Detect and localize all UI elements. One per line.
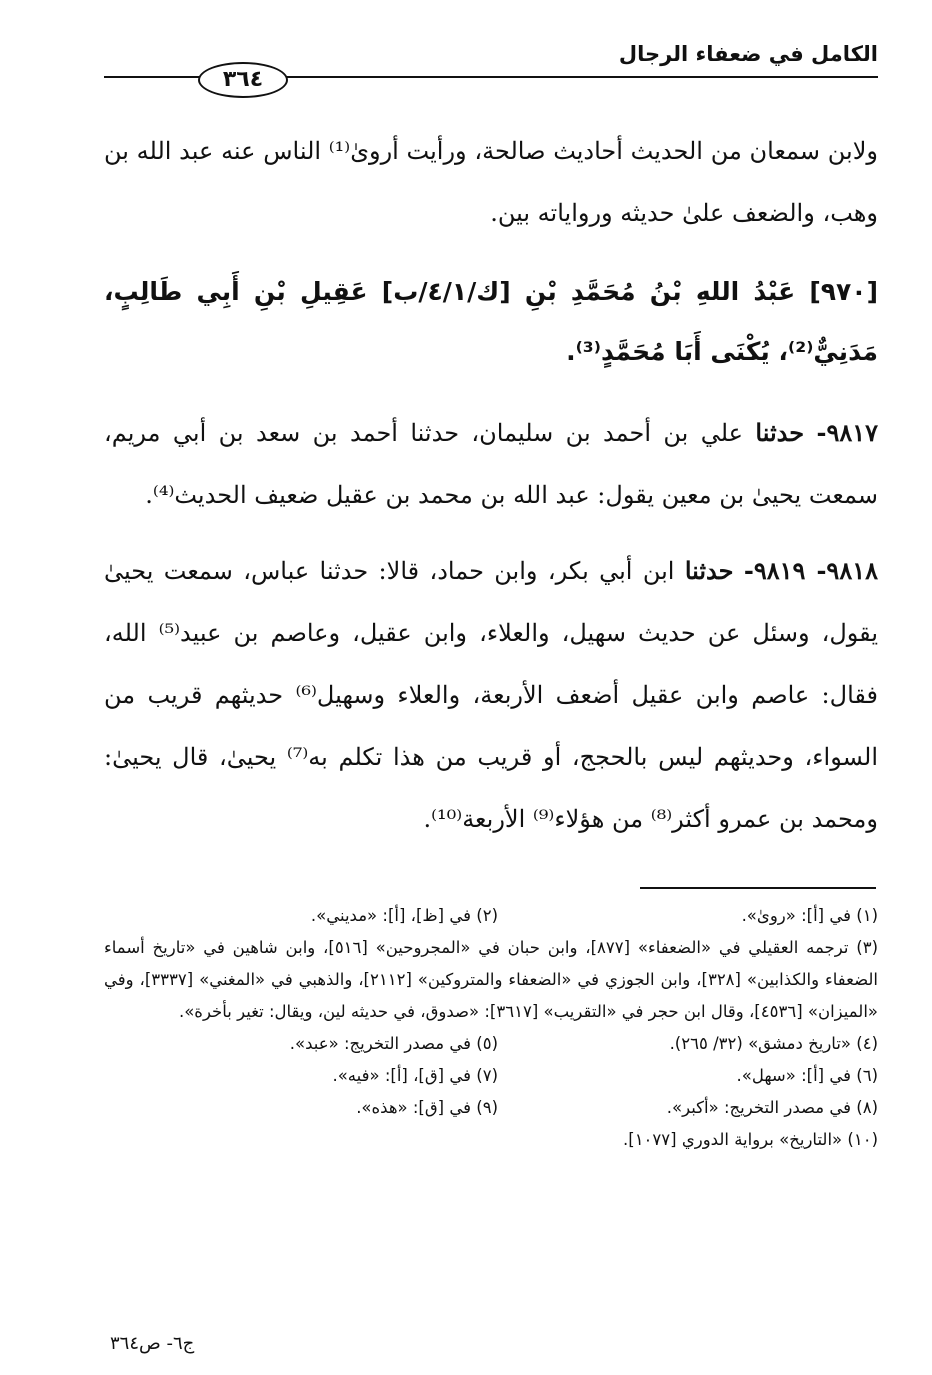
hadith-paragraph bbox=[104, 402, 878, 526]
footnote: (٣) ترجمه العقيلي في «الضعفاء» [٨٧٧]، وابن حبان في «المجروحين» [٥١٦]، وابن شاهين في «تاريخ أسماء الضعفاء والكذابين» [٣٢٨]، وابن الجوزي في «الضعفاء والمتروكين» [٢١١٢]، والذهبي في «المغني» [٣٣٣٧]، وفي «الميزان» [٤٥٣٦]، وقال ابن حجر في «التقريب» [٣٦١٧]: «صدوق، في حديثه لين، ويقال: تغير بأخرة». bbox=[104, 938, 879, 1021]
footnote: (٢) في [ظ]، [أ]: «مديني». bbox=[310, 906, 498, 925]
hadith-keyword: حدثنا bbox=[684, 556, 734, 585]
footnote: (١٠) «التاريخ» برواية الدوري [١٠٧٧]. bbox=[623, 1130, 878, 1149]
hadith-number: ٩٨١٨- ٩٨١٩- bbox=[743, 556, 878, 585]
narrator-entry-heading: [٩٧٠] عَبْدُ اللهِ بْنُ مُحَمَّدِ بْنِ [ك/٤/١/ب] عَقِيلِ بْنِ أَبِي طَالِبٍ، مَدَنِيٌّ⁽²⁾، يُكْنَى أَبَا مُحَمَّدٍ⁽³⁾. bbox=[104, 277, 878, 366]
hadith-text: ابن أبي بكر، وابن حماد، قالا: حدثنا عباس، سمعت يحيىٰ يقول، وسئل عن حديث سهيل، والعلاء، وابن عقيل، وعاصم بن عبيد⁽⁵⁾ الله، فقال: عاصم وابن عقيل أضعف الأربعة، والعلاء وسهيل⁽⁶⁾ حديثهم قريب من السواء، وحديثهم ليس بالحجج، أو قريب من هذا تكلم به⁽⁷⁾ يحيىٰ، قال يحيىٰ: ومحمد بن عمرو أكثر⁽⁸⁾ من هؤلاء⁽⁹⁾ الأربعة⁽¹⁰⁾. bbox=[104, 557, 879, 833]
hadith-text: علي بن أحمد بن سليمان، حدثنا أحمد بن سعد بن أبي مريم، سمعت يحيىٰ بن معين يقول: عبد الله بن محمد بن عقيل ضعيف الحديث⁽⁴⁾. bbox=[104, 419, 878, 509]
footnotes bbox=[104, 900, 878, 1156]
page-header bbox=[104, 38, 878, 98]
page-number-badge: ٣٦٤ bbox=[198, 62, 288, 98]
hadith-keyword: حدثنا bbox=[755, 418, 805, 447]
footnote: (٤) «تاريخ دمشق» (٣٢/ ٢٦٥). bbox=[669, 1034, 878, 1053]
footnote: (٩) في [ق]: «هذه». bbox=[356, 1098, 498, 1117]
hadith-number: ٩٨١٧- bbox=[816, 418, 879, 447]
footnote-separator bbox=[640, 887, 876, 889]
volume-page-marker: ج٦- ص٣٦٤ bbox=[110, 1333, 195, 1354]
main-text bbox=[104, 120, 878, 850]
footnote: (٧) في [ق]، [أ]: «فيه». bbox=[332, 1066, 498, 1085]
book-title: الكامل في ضعفاء الرجال bbox=[618, 42, 878, 66]
footnote: (١) في [أ]: «روىٰ». bbox=[741, 906, 878, 925]
paragraph: ولابن سمعان من الحديث أحاديث صالحة، ورأيت أروىٰ⁽¹⁾ الناس عنه عبد الله بن وهب، والضعف علىٰ حديثه ورواياته بين. bbox=[104, 137, 878, 227]
footnote: (٨) في مصدر التخريج: «أكبر». bbox=[666, 1098, 878, 1117]
footnote: (٦) في [أ]: «سهل». bbox=[736, 1066, 878, 1085]
footnote: (٥) في مصدر التخريج: «عبد». bbox=[289, 1034, 498, 1053]
hadith-paragraph bbox=[104, 540, 878, 850]
